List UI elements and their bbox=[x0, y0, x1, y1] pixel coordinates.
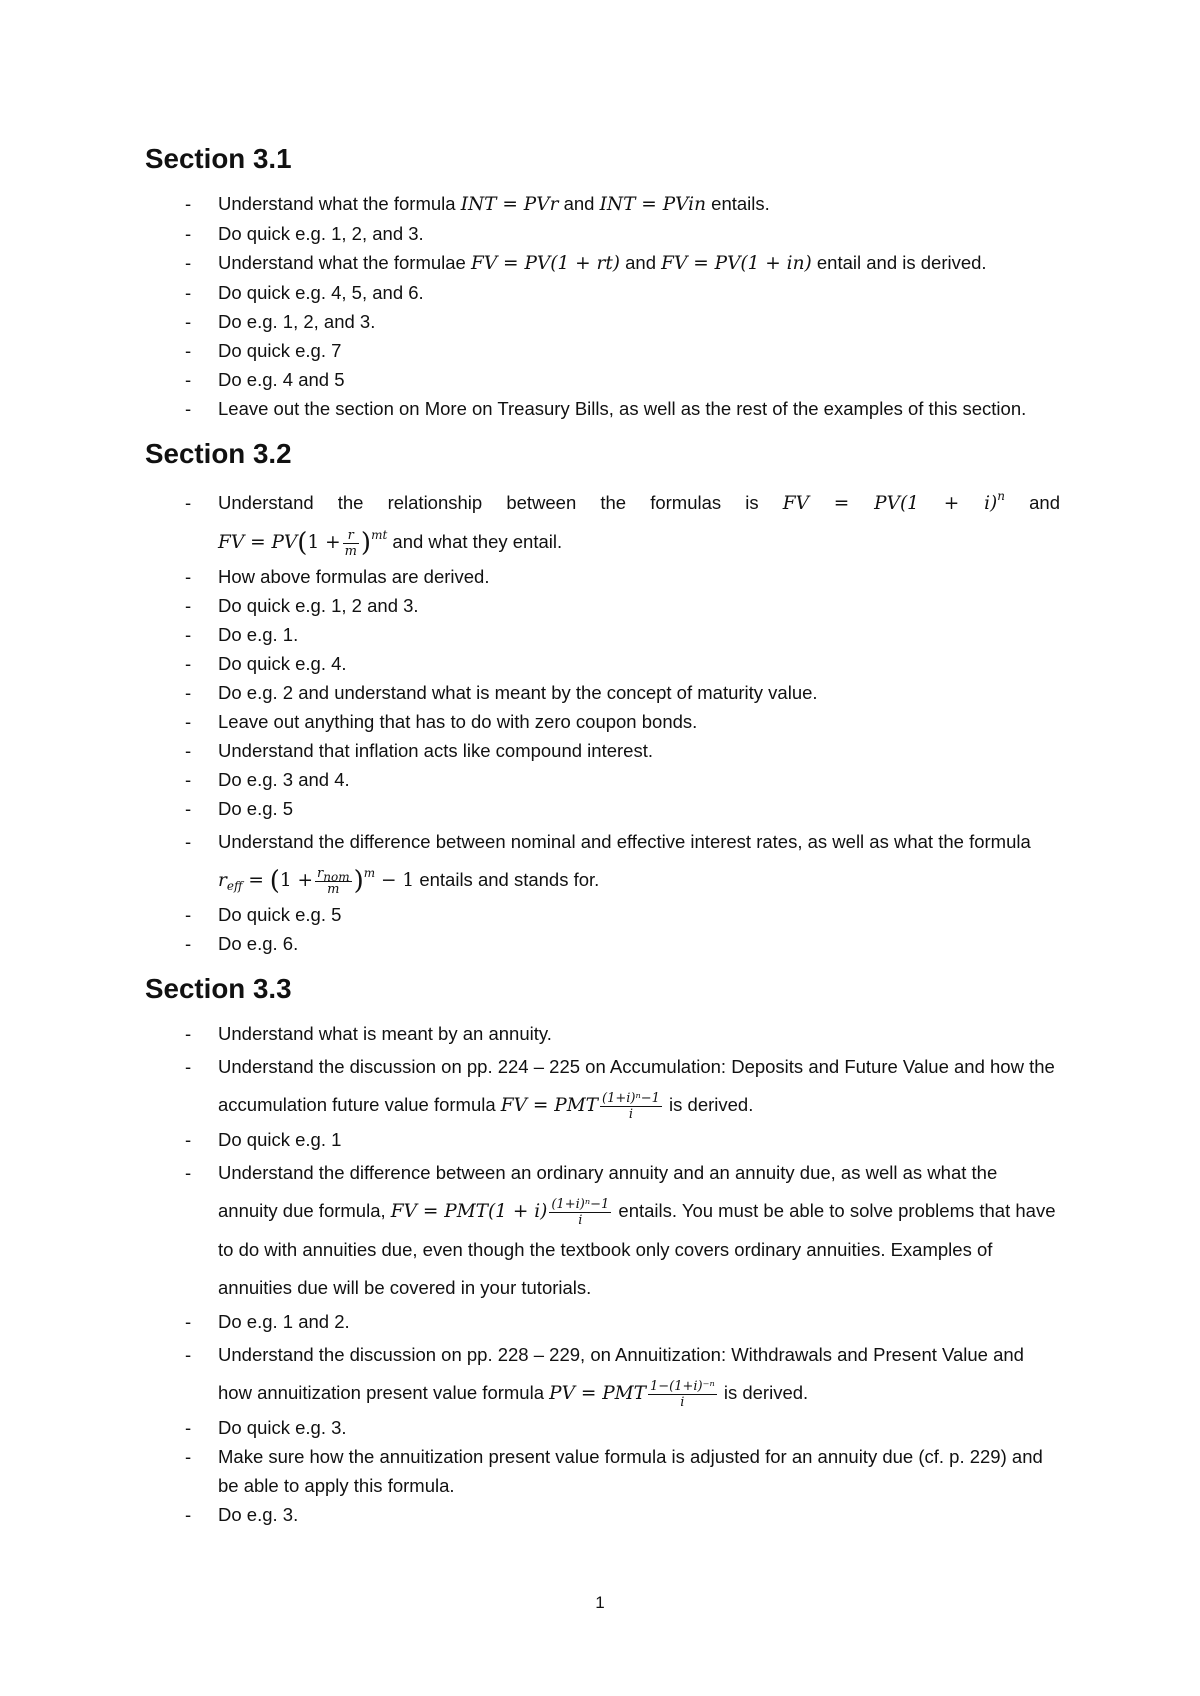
list-item: - Do e.g. 2 and understand what is meant by the concept of maturity value. bbox=[185, 682, 818, 703]
list-item: - Leave out the section on More on Treasury Bills, as well as the rest of the examples of this section. bbox=[185, 398, 1027, 419]
list-item: - Do quick e.g. 1, 2 and 3. bbox=[185, 595, 419, 616]
list-item: - Do quick e.g. 3. bbox=[185, 1417, 347, 1438]
formula: FV = $PV(1 + i)^n$ bbox=[782, 489, 1006, 514]
formula: PV = PMT $\frac{\text{1−(1+i)⁻ⁿ}}{i}$ bbox=[549, 1378, 715, 1410]
list-item: - Do quick e.g. 1 bbox=[185, 1129, 342, 1150]
formula: FV = PMT $\frac{\text{(1+i)ⁿ−1}}{i}$ bbox=[500, 1090, 660, 1122]
list-item: - Do e.g. 4 and 5 bbox=[185, 369, 345, 390]
list-item: - Understand what is meant by an annuity. bbox=[185, 1023, 552, 1044]
list-item: - Do quick e.g. 4. bbox=[185, 653, 347, 674]
list-item: - How above formulas are derived. bbox=[185, 566, 490, 587]
formula: FV = PV(1 + $\frac{r}{m}$ )$^{mt}$ bbox=[218, 527, 388, 559]
list-item: - Understand the difference between nominal and effective interest rates, as well as what the formula $r_{eff} = (1$ + $\frac{r_{nom}}{m}$ )$^m$ − 1 entails and stands for. bbox=[185, 831, 1031, 897]
document-content bbox=[145, 144, 1060, 1529]
list-item: - Do e.g. 6. bbox=[185, 933, 299, 954]
list-item: - Do e.g. 5 bbox=[185, 798, 294, 819]
section-3-1-list bbox=[145, 189, 1060, 423]
list-item: - Do quick e.g. 7 bbox=[185, 340, 342, 361]
formula: INT = PVr bbox=[460, 194, 559, 215]
section-3-1-title: Section 3.1 bbox=[145, 143, 292, 174]
list-item: - Do quick e.g. 4, 5, and 6. bbox=[185, 282, 424, 303]
list-item: - Do e.g. 1, 2, and 3. bbox=[185, 311, 376, 332]
section-3-2-title: Section 3.2 bbox=[145, 438, 292, 469]
formula: INT = PVin bbox=[599, 194, 707, 215]
list-item: - Understand the difference between an ordinary annuity and an annuity due, as well as what the annuity due formula, FV = PMT(1 + i) $\frac{\text{(1+i)ⁿ−1}}{i}$ entails. You must be able to solve problems that have to do with annuities due, even though the textbook only covers ordinary annuities. Examples of annuities due will be covered in your tutorials. bbox=[185, 1162, 1056, 1298]
list-item: - Understand the discussion on pp. 228 – 229, on Annuitization: Withdrawals and Present Value and how annuitization present value formula PV = PMT $\frac{\text{1−(1+i)⁻ⁿ}}{i}$ is derived. bbox=[185, 1344, 1024, 1410]
list-item: - Do e.g. 1. bbox=[185, 624, 299, 645]
list-item: - Make sure how the annuitization present value formula is adjusted for an annuity due (cf. p. 229) and be able to apply this formula. bbox=[185, 1446, 1043, 1496]
formula: $r_{eff} = (1$ + $\frac{r_{nom}}{m}$ )$^m$ − 1 bbox=[218, 865, 415, 897]
list-item: - Do quick e.g. 1, 2, and 3. bbox=[185, 223, 424, 244]
list-item: - Do e.g. 3 and 4. bbox=[185, 769, 350, 790]
list-item: - Do e.g. 1 and 2. bbox=[185, 1311, 350, 1332]
list-item: - Understand the relationship between the formulas is FV = $PV(1 + i)^n$ and FV = PV(1 + $\frac{r}{m}$ )$^{mt}$ and what they entail. bbox=[185, 489, 1060, 559]
section-3-3-title: Section 3.3 bbox=[145, 973, 292, 1004]
list-item: - Do quick e.g. 5 bbox=[185, 904, 342, 925]
formula: FV = PMT(1 + i) $\frac{\text{(1+i)ⁿ−1}}{i}$ bbox=[390, 1196, 610, 1228]
list-item: - Understand what the formula INT = PVr and INT = PVin entails. bbox=[185, 193, 770, 215]
section-3-2-list bbox=[145, 484, 1060, 958]
section-3-3-list bbox=[145, 1019, 1060, 1529]
list-item: - Understand the discussion on pp. 224 – 225 on Accumulation: Deposits and Future Value and how the accumulation future value formula FV = PMT $\frac{\text{(1+i)ⁿ−1}}{i}$ is derived. bbox=[185, 1056, 1055, 1122]
list-item: - Understand what the formulae FV = PV(1 + rt) and FV = PV(1 + in) entail and is derived. bbox=[185, 252, 987, 274]
list-item: - Leave out anything that has to do with zero coupon bonds. bbox=[185, 711, 698, 732]
list-item: - Do e.g. 3. bbox=[185, 1504, 299, 1525]
formula: FV = PV(1 + rt) bbox=[470, 253, 620, 274]
list-item: - Understand that inflation acts like compound interest. bbox=[185, 740, 653, 761]
formula: FV = PV(1 + in) bbox=[661, 253, 812, 274]
page-number: 1 bbox=[595, 1593, 605, 1612]
